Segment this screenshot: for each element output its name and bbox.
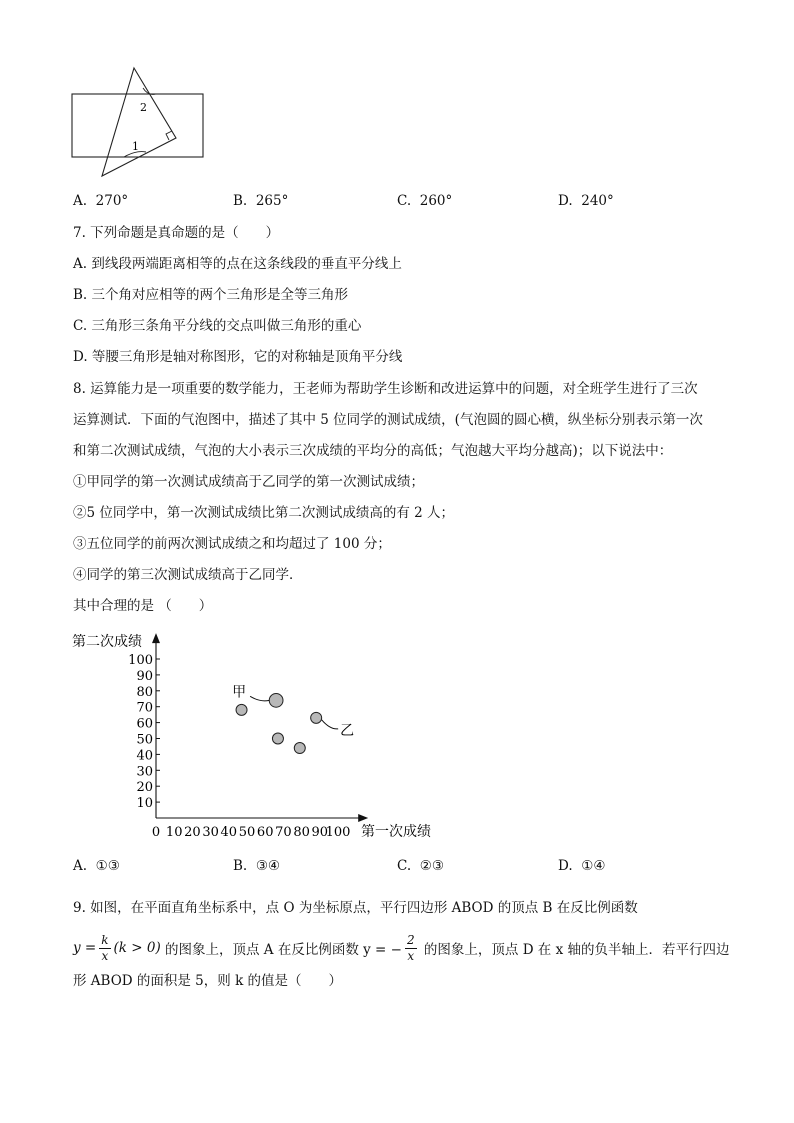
q9-line-2 [73,928,730,968]
q6-option-d[interactable] [558,193,614,209]
option-letter: B. [233,858,248,874]
q9-fraction-2-over-x [405,933,417,964]
fraction-denominator: x [407,948,415,963]
y-axis-label: 第二次成绩 [72,634,142,650]
option-letter: B. [233,193,248,209]
x-axis-label: 第一次成绩 [361,824,431,840]
q6-option-c[interactable] [397,193,452,209]
q6-option-a[interactable] [73,193,128,209]
leader-line [322,720,339,729]
y-tick-label: 20 [136,780,153,796]
x-tick-label: 40 [220,825,238,840]
q7-option-d[interactable]: D. 等腰三角形是轴对称图形，它的对称轴是顶角平分线 [73,349,403,365]
q7-stem: 7. 下列命题是真命题的是（ ） [73,225,280,241]
angle-2-arc [143,88,156,94]
option-letter: A. [73,193,88,209]
q9-k-condition: (k > 0) [113,940,161,956]
q9-line-3: 形 ABOD 的面积是 5，则 k 的值是（ ） [73,973,343,989]
option-letter: C. [397,193,412,209]
q8-option-a[interactable] [73,858,120,874]
x-tick-label: 20 [184,825,201,840]
q9-line-1: 9. 如图，在平面直角坐标系中，点 O 为坐标原点，平行四边形 ABOD 的顶点 B 在反比例函数 [73,900,638,916]
q8-statement-1: ①甲同学的第一次测试成绩高于乙同学的第一次测试成绩； [73,474,424,490]
x-axis-arrow [358,814,368,822]
y-tick-label: 10 [136,796,153,812]
q8-option-b[interactable] [233,858,280,874]
q7-option-b[interactable]: B. 三个角对应相等的两个三角形是全等三角形 [73,287,349,303]
y-tick-label: 70 [136,700,153,716]
q6-option-b[interactable] [233,193,288,209]
q7-option-a[interactable]: A. 到线段两端距离相等的点在这条线段的垂直平分线上 [73,256,402,272]
x-tick-label: 100 [325,825,351,840]
x-tick-label: 50 [238,825,256,840]
x-tick-label: 80 [293,825,310,840]
bubble-point [294,743,305,754]
y-tick-label: 90 [136,668,153,684]
option-text: 260° [419,193,453,209]
q8-statement-4: ④同学的第三次测试成绩高于乙同学． [73,567,303,583]
option-letter: A. [73,858,88,874]
q8-question: 其中合理的是 （ ） [73,598,213,614]
q9-line-2-middle: 的图象上，顶点 A 在反比例函数 y = − [160,942,402,958]
option-text: ③④ [255,858,281,874]
x-tick-label: 60 [256,825,274,840]
angle-2-label: 2 [140,101,147,114]
bubble-point [272,733,283,744]
fraction-numerator: 2 [406,932,415,947]
x-tick-label: 70 [275,825,292,840]
q6-geometry-figure [68,64,208,182]
option-text: 270° [95,193,129,209]
option-letter: C. [397,858,412,874]
right-angle-mark [166,131,172,140]
q9-fraction-k-over-x [99,933,110,964]
bubble-chart [66,626,456,846]
option-letter: D. [558,858,573,874]
q9-line-2-end: 的图象上，顶点 D 在 x 轴的负半轴上．若平行四边 [419,942,730,958]
q8-statement-3: ③五位同学的前两次测试成绩之和均超过了 100 分； [73,536,391,552]
bubble-point [236,704,247,715]
q8-statement-2: ②5 位同学中，第一次测试成绩比第二次测试成绩高的有 2 人； [73,505,455,521]
q8-stem-line-1: 8. 运算能力是一项重要的数学能力，王老师为帮助学生诊断和改进运算中的问题，对全班学生进行了三次 [73,381,698,397]
y-tick-label: 80 [136,684,153,700]
x-tick-label: 0 [151,825,161,840]
bubble-label: 乙 [340,722,355,739]
angle-1-label: 1 [132,140,139,153]
option-text: 265° [255,193,289,209]
leader-line [250,696,269,701]
y-tick-label: 100 [128,653,153,668]
y-tick-label: 30 [136,764,153,780]
option-text: ②③ [419,858,444,874]
x-tick-label: 90 [311,825,329,840]
q8-stem-line-2: 运算测试．下面的气泡图中，描述了其中 5 位同学的测试成绩，(气泡圆的圆心横，纵坐标分别表示第一次 [73,412,703,428]
bubble-label: 甲 [232,684,247,701]
y-tick-label: 40 [136,748,153,764]
option-text: ①③ [95,858,120,874]
right-triangle [102,68,176,176]
fraction-denominator: x [101,948,109,963]
option-text: 240° [581,193,614,209]
x-tick-label: 10 [165,825,183,840]
bubble-point [311,712,322,723]
x-tick-label: 30 [202,825,219,840]
bubble-point [269,693,283,707]
q8-stem-line-3: 和第二次测试成绩，气泡的大小表示三次成绩的平均分的高低；气泡越大平均分越高)；以下说法中： [73,443,673,459]
option-text: ①④ [581,858,606,874]
y-tick-label: 60 [136,716,153,732]
y-tick-label: 50 [136,732,153,748]
fraction-numerator: k [101,932,109,947]
q9-y-equals: y = [73,940,97,956]
y-axis-arrow [152,633,160,643]
q7-option-c[interactable]: C. 三角形三条角平分线的交点叫做三角形的重心 [73,318,362,334]
q8-option-c[interactable] [397,858,444,874]
q8-option-d[interactable] [558,858,605,874]
option-letter: D. [558,193,573,209]
